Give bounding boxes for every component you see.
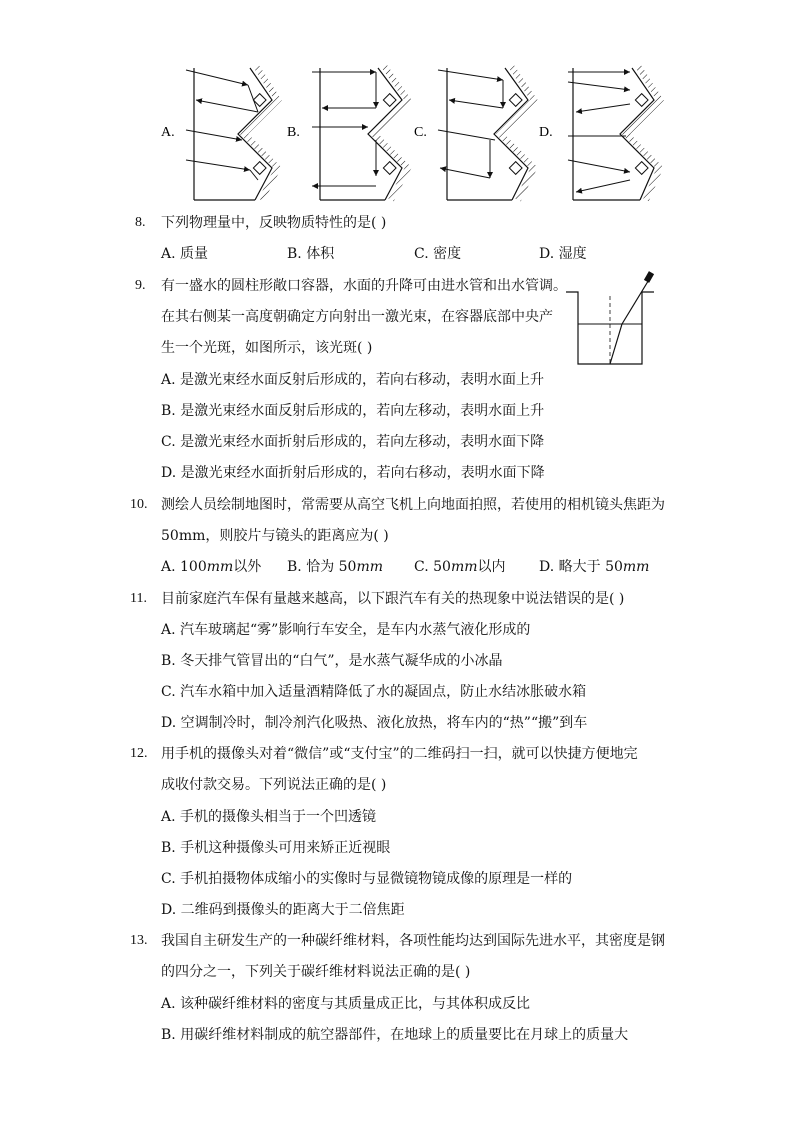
q10-option-c-unit: mm	[450, 559, 478, 575]
q11-option-c[interactable]: C. 汽车水箱中加入适量酒精降低了水的凝固点，防止水结冰胀破水箱	[161, 684, 587, 700]
q10-option-b-pre: B. 恰为 50	[287, 559, 357, 575]
q10-stem-line-1: 测绘人员绘制地图时，常需要从高空飞机上向地面拍照，若使用的相机镜头焦距为	[161, 497, 665, 513]
diagram-c	[438, 66, 534, 200]
q12-option-a[interactable]: A. 手机的摄像头相当于一个凹透镜	[161, 809, 377, 825]
q12-stem-line-2: 成收付款交易。下列说法正确的是( )	[161, 777, 387, 793]
diagram-a	[186, 66, 278, 200]
q11-number: 11.	[130, 591, 147, 606]
q9-container-diagram	[0, 268, 794, 368]
q7-diagrams	[0, 0, 794, 210]
q10-option-b[interactable]	[287, 558, 383, 576]
q13-number: 13.	[130, 933, 148, 948]
q10-option-d-pre: D. 略大于 50	[539, 559, 623, 575]
q12-option-d[interactable]: D. 二维码到摄像头的距离大于二倍焦距	[161, 902, 405, 918]
q9-option-c[interactable]: C. 是激光束经水面折射后形成的，若向左移动，表明水面下降	[161, 434, 545, 450]
q9-stem-line-2: 在其右侧某一高度朝确定方向射出一激光束，在容器底部中央产	[161, 309, 553, 325]
q9-number: 9.	[135, 278, 146, 293]
q8-stem: 下列物理量中，反映物质特性的是( )	[161, 215, 387, 231]
q9-option-a[interactable]: A. 是激光束经水面反射后形成的，若向右移动，表明水面上升	[161, 372, 545, 388]
q11-option-a[interactable]: A. 汽车玻璃起“雾”影响行车安全，是车内水蒸气液化形成的	[161, 622, 531, 638]
diagram-d	[568, 66, 660, 200]
q13-stem-line-1: 我国自主研发生产的一种碳纤维材料，各项性能均达到国际先进水平，其密度是钢	[161, 933, 665, 949]
q10-option-a-pre: A. 100	[161, 559, 207, 575]
q8-option-b[interactable]: B. 体积	[287, 246, 335, 262]
q10-option-b-unit: mm	[356, 559, 384, 575]
q8-option-d[interactable]: D. 湿度	[539, 246, 587, 262]
q9-option-b[interactable]: B. 是激光束经水面反射后形成的，若向左移动，表明水面上升	[161, 403, 545, 419]
q8-number: 8.	[135, 215, 146, 230]
q10-option-a-post: 以外	[233, 559, 262, 575]
diagram-c-label: C.	[414, 125, 427, 140]
q8-option-a[interactable]: A. 质量	[161, 246, 209, 262]
q13-option-b[interactable]: B. 用碳纤维材料制成的航空器部件，在地球上的质量要比在月球上的质量大	[161, 1027, 629, 1043]
q10-option-c-post: 以内	[477, 559, 506, 575]
q10-option-d[interactable]	[539, 558, 649, 576]
q10-stem-line-2: 50mm，则胶片与镜头的距离应为( )	[161, 528, 389, 544]
q9-option-d[interactable]: D. 是激光束经水面折射后形成的，若向右移动，表明水面下降	[161, 465, 545, 481]
q11-option-d[interactable]: D. 空调制冷时，制冷剂汽化吸热、液化放热，将车内的“热”“搬”到车	[161, 715, 588, 731]
q12-option-b[interactable]: B. 手机这种摄像头可用来矫正近视眼	[161, 840, 391, 856]
q13-stem-line-2: 的四分之一，下列关于碳纤维材料说法正确的是( )	[161, 964, 471, 980]
q13-option-a[interactable]: A. 该种碳纤维材料的密度与其质量成正比，与其体积成反比	[161, 996, 531, 1012]
q12-stem-line-1: 用手机的摄像头对着“微信”或“支付宝”的二维码扫一扫，就可以快捷方便地完	[161, 746, 638, 762]
q9-stem-line-3: 生一个光斑，如图所示，该光斑( )	[161, 340, 373, 356]
q10-option-a[interactable]	[161, 558, 261, 576]
q10-option-c-pre: C. 50	[414, 559, 451, 575]
q11-stem: 目前家庭汽车保有量越来越高，以下跟汽车有关的热现象中说法错误的是( )	[161, 591, 625, 607]
q9-stem-line-1: 有一盛水的圆柱形敞口容器，水面的升降可由进水管和出水管调。	[161, 278, 567, 294]
q11-option-b[interactable]: B. 冬天排气管冒出的“白气”，是水蒸气凝华成的小冰晶	[161, 653, 503, 669]
q12-option-c[interactable]: C. 手机拍摄物体成缩小的实像时与显微镜物镜成像的原理是一样的	[161, 871, 573, 887]
q10-option-c[interactable]	[414, 558, 506, 576]
diagram-a-label: A.	[161, 125, 175, 140]
q10-option-a-unit: mm	[206, 559, 234, 575]
q8-option-c[interactable]: C. 密度	[414, 246, 462, 262]
diagram-b	[312, 66, 408, 200]
diagram-d-label: D.	[539, 125, 553, 140]
diagram-b-label: B.	[287, 125, 300, 140]
q10-number: 10.	[130, 497, 148, 512]
q10-option-d-unit: mm	[622, 559, 650, 575]
q12-number: 12.	[130, 746, 148, 761]
